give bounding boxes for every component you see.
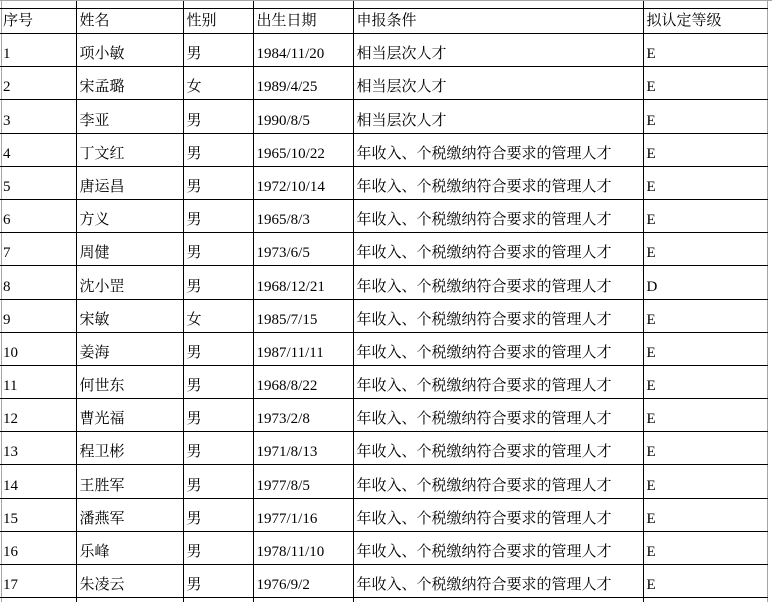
cell-no[interactable]: 1 [0,34,76,67]
cell-birth_date[interactable]: 1968/8/22 [253,365,353,398]
table-row [0,199,768,232]
cell-name[interactable]: 李亚 [76,100,183,133]
table-row [0,67,768,100]
table-row [0,34,768,67]
cell-birth_date[interactable]: 1968/12/21 [253,266,353,299]
cell-grade[interactable]: E [643,233,768,266]
cell-condition[interactable]: 年收入、个税缴纳符合要求的管理人才 [353,399,643,432]
cell-birth_date[interactable]: 1973/2/8 [253,399,353,432]
cell-grade[interactable]: E [643,100,768,133]
cell-name[interactable]: 程卫彬 [76,432,183,465]
cell-condition[interactable]: 年收入、个税缴纳符合要求的管理人才 [353,299,643,332]
table-row [0,133,768,166]
cell-gender[interactable]: 男 [183,266,253,299]
cell-condition[interactable]: 年收入、个税缴纳符合要求的管理人才 [353,565,643,598]
cell-name[interactable]: 朱凌云 [76,565,183,598]
cell-grade[interactable]: E [643,565,768,598]
cell-condition[interactable]: 相当层次人才 [353,67,643,100]
cell-no[interactable]: 2 [0,67,76,100]
cell-birth_date[interactable]: 1977/1/16 [253,498,353,531]
cell-birth_date[interactable]: 1989/4/25 [253,67,353,100]
cell-birth_date[interactable]: 1976/9/2 [253,565,353,598]
cell-grade[interactable]: E [643,166,768,199]
cell-condition[interactable]: 年收入、个税缴纳符合要求的管理人才 [353,266,643,299]
table-row [0,299,768,332]
cell-birth_date[interactable]: 1965/10/22 [253,133,353,166]
cell-name[interactable]: 项小敏 [76,34,183,67]
cell-grade[interactable]: E [643,365,768,398]
cell-name[interactable]: 曹光福 [76,399,183,432]
cell-grade[interactable]: E [643,199,768,232]
table-row [0,531,768,564]
cell-grade[interactable]: E [643,399,768,432]
cell-no[interactable]: 16 [0,531,76,564]
column-header-gender[interactable]: 性别 [183,9,253,34]
cell-grade[interactable]: E [643,332,768,365]
cell-gender[interactable]: 男 [183,399,253,432]
cell-birth_date[interactable]: 1990/8/5 [253,100,353,133]
cell-gender[interactable]: 男 [183,465,253,498]
cell-birth_date[interactable]: 1987/11/11 [253,332,353,365]
cell-birth_date[interactable]: 1977/8/5 [253,465,353,498]
cell-name[interactable]: 宋孟璐 [76,67,183,100]
cell-condition[interactable]: 年收入、个税缴纳符合要求的管理人才 [353,133,643,166]
talent-table [0,8,768,598]
cell-gender[interactable]: 男 [183,498,253,531]
outer-gridline-top [0,0,772,1]
cell-grade[interactable]: E [643,133,768,166]
cell-birth_date[interactable]: 1971/8/13 [253,432,353,465]
cell-name[interactable]: 周健 [76,233,183,266]
cell-no[interactable]: 6 [0,199,76,232]
cell-name[interactable]: 丁文红 [76,133,183,166]
cell-no[interactable]: 4 [0,133,76,166]
cell-name[interactable]: 何世东 [76,365,183,398]
cell-gender[interactable]: 男 [183,332,253,365]
cell-grade[interactable]: D [643,266,768,299]
table-row [0,465,768,498]
cell-no[interactable]: 8 [0,266,76,299]
column-header-name[interactable]: 姓名 [76,9,183,34]
cell-condition[interactable]: 年收入、个税缴纳符合要求的管理人才 [353,332,643,365]
cell-no[interactable]: 15 [0,498,76,531]
table-row [0,233,768,266]
cell-no[interactable]: 13 [0,432,76,465]
cell-no[interactable]: 9 [0,299,76,332]
cell-gender[interactable]: 男 [183,34,253,67]
cell-gender[interactable]: 男 [183,565,253,598]
cell-gender[interactable]: 男 [183,100,253,133]
cell-name[interactable]: 方义 [76,199,183,232]
cell-condition[interactable]: 年收入、个税缴纳符合要求的管理人才 [353,498,643,531]
cell-condition[interactable]: 年收入、个税缴纳符合要求的管理人才 [353,233,643,266]
cell-no[interactable]: 14 [0,465,76,498]
column-header-no[interactable]: 序号 [0,9,76,34]
cell-condition[interactable]: 年收入、个税缴纳符合要求的管理人才 [353,365,643,398]
table-row [0,332,768,365]
column-header-birth_date[interactable]: 出生日期 [253,9,353,34]
cell-gender[interactable]: 男 [183,166,253,199]
cell-gender[interactable]: 男 [183,233,253,266]
cell-name[interactable]: 潘燕军 [76,498,183,531]
table-row [0,365,768,398]
header-row [0,9,768,34]
cell-condition[interactable]: 年收入、个税缴纳符合要求的管理人才 [353,432,643,465]
cell-no[interactable]: 7 [0,233,76,266]
cell-no[interactable]: 10 [0,332,76,365]
cell-grade[interactable]: E [643,465,768,498]
cell-condition[interactable]: 年收入、个税缴纳符合要求的管理人才 [353,531,643,564]
cell-name[interactable]: 姜海 [76,332,183,365]
cell-no[interactable]: 11 [0,365,76,398]
cell-grade[interactable]: E [643,299,768,332]
cell-condition[interactable]: 年收入、个税缴纳符合要求的管理人才 [353,465,643,498]
table-row [0,399,768,432]
cell-gender[interactable]: 男 [183,531,253,564]
table-row [0,565,768,598]
cell-grade[interactable]: E [643,432,768,465]
cell-gender[interactable]: 男 [183,432,253,465]
cell-gender[interactable]: 男 [183,365,253,398]
cell-grade[interactable]: E [643,498,768,531]
cell-grade[interactable]: E [643,34,768,67]
cell-condition[interactable]: 年收入、个税缴纳符合要求的管理人才 [353,166,643,199]
table-row [0,432,768,465]
cell-name[interactable]: 沈小罡 [76,266,183,299]
cell-birth_date[interactable]: 1984/11/20 [253,34,353,67]
cell-name[interactable]: 王胜军 [76,465,183,498]
cell-name[interactable]: 宋敏 [76,299,183,332]
table-row [0,100,768,133]
cell-birth_date[interactable]: 1965/8/3 [253,199,353,232]
cell-birth_date[interactable]: 1985/7/15 [253,299,353,332]
cell-gender[interactable]: 女 [183,67,253,100]
table-row [0,166,768,199]
cell-gender[interactable]: 男 [183,133,253,166]
cell-gender[interactable]: 女 [183,299,253,332]
cell-no[interactable]: 3 [0,100,76,133]
cell-birth_date[interactable]: 1978/11/10 [253,531,353,564]
cell-no[interactable]: 17 [0,565,76,598]
cell-condition[interactable]: 相当层次人才 [353,100,643,133]
column-header-grade[interactable]: 拟认定等级 [643,9,768,34]
cell-condition[interactable]: 年收入、个税缴纳符合要求的管理人才 [353,199,643,232]
cell-birth_date[interactable]: 1972/10/14 [253,166,353,199]
cell-gender[interactable]: 男 [183,199,253,232]
column-header-condition[interactable]: 申报条件 [353,9,643,34]
cell-no[interactable]: 5 [0,166,76,199]
cell-condition[interactable]: 相当层次人才 [353,34,643,67]
cell-grade[interactable]: E [643,67,768,100]
table-row [0,266,768,299]
cell-birth_date[interactable]: 1973/6/5 [253,233,353,266]
cell-name[interactable]: 唐运昌 [76,166,183,199]
cell-no[interactable]: 12 [0,399,76,432]
cell-grade[interactable]: E [643,531,768,564]
cell-name[interactable]: 乐峰 [76,531,183,564]
table-row [0,498,768,531]
